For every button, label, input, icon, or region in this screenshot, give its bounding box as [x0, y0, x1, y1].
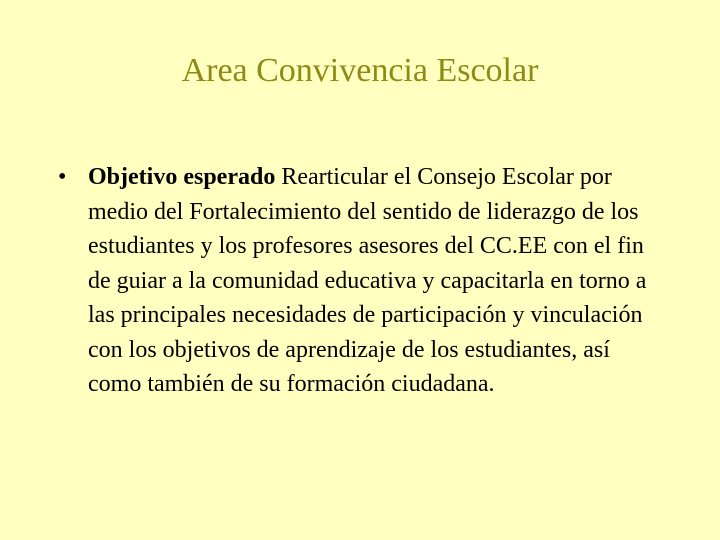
bullet-text: Rearticular el Consejo Escolar por medio del Fortalecimiento del sentido de liderazgo de los estudiantes y los profesores asesores del CC.EE con el fin de guiar a la comunidad educativa y capacitarla en torno a las principales necesidades de participación y vinculación con los objetivos de aprendizaje de los estudiantes, así como también de su formación ciudadana.	[88, 164, 647, 397]
bullet-item-objetivo	[56, 160, 666, 402]
slide-title: Area Convivencia Escolar	[181, 52, 539, 89]
bullet-list	[56, 160, 666, 402]
bullet-dot-icon: •	[58, 164, 67, 190]
bullet-label: Objetivo esperado	[88, 164, 276, 190]
